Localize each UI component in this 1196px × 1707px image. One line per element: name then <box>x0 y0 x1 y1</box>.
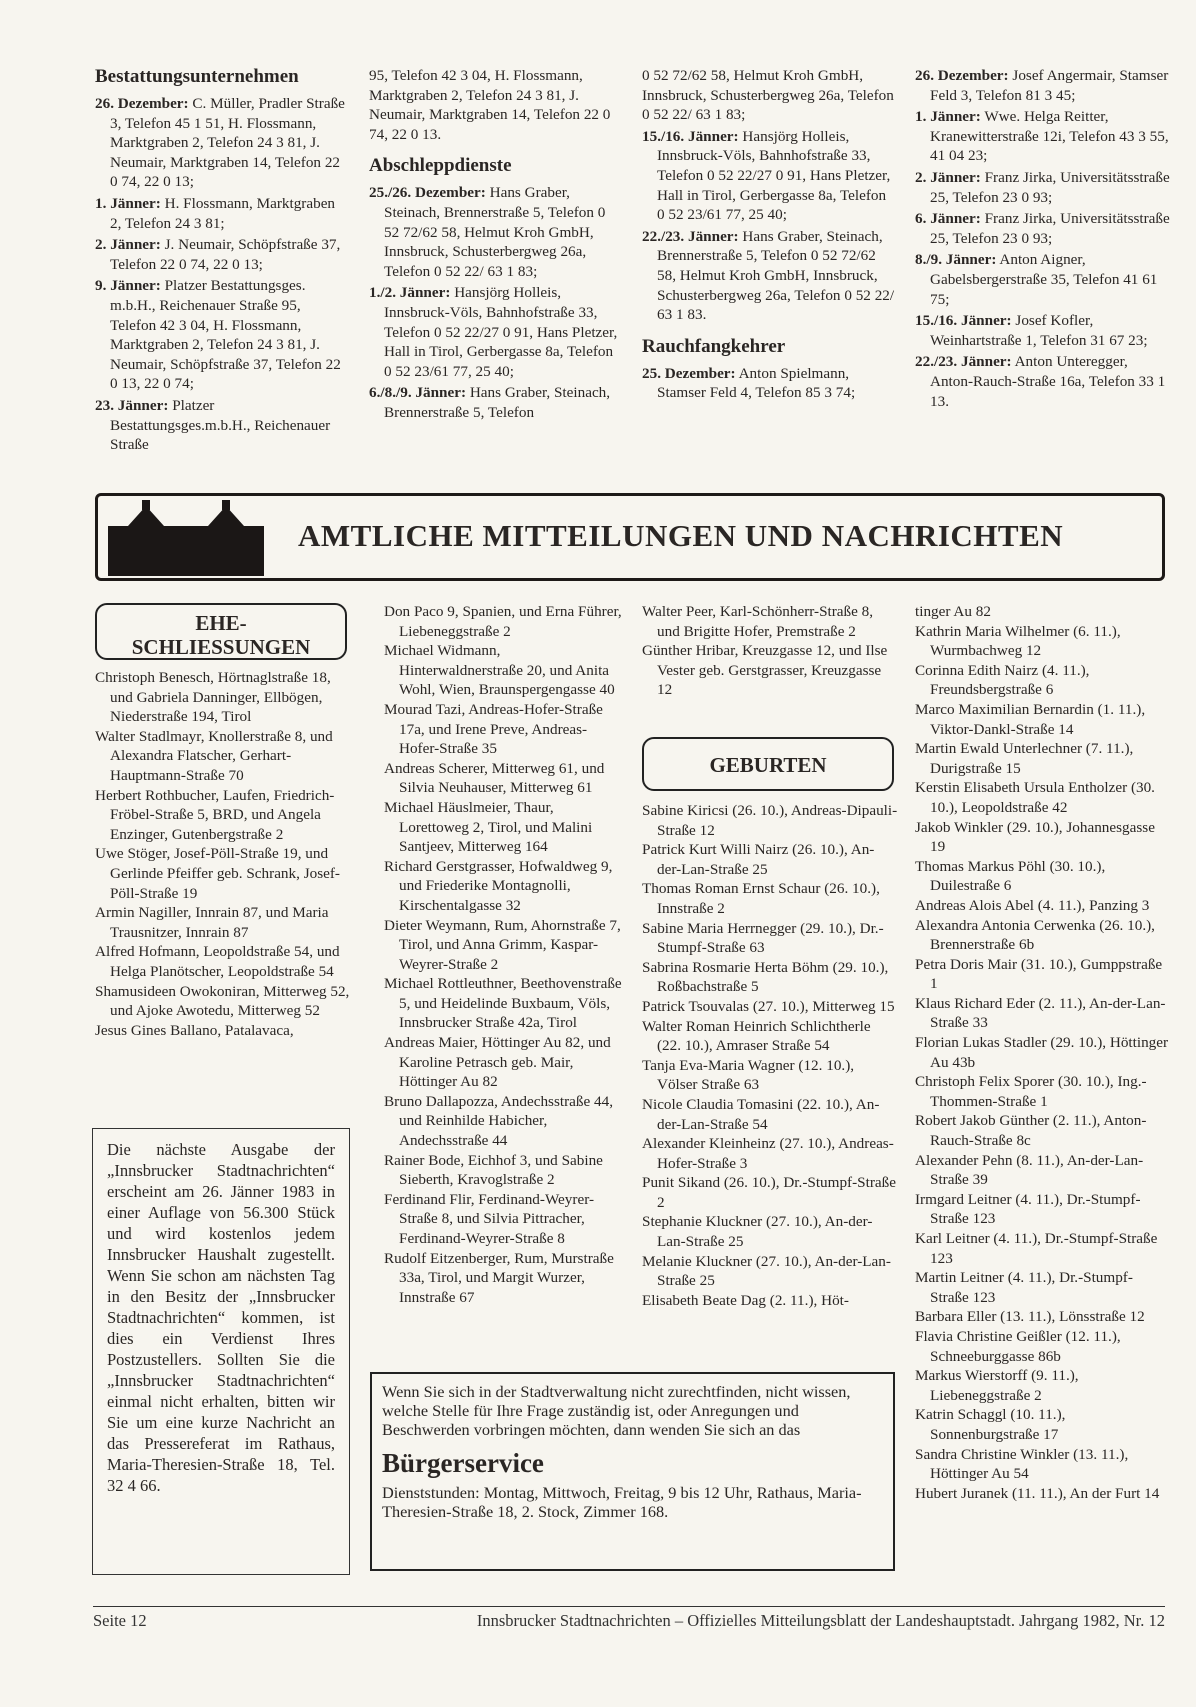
listing-entry <box>95 235 350 274</box>
listing-entry <box>95 194 350 233</box>
list-item: Thomas Markus Pöhl (30. 10.), Duilestraße 6 <box>915 857 1106 895</box>
list-item: Melanie Kluckner (27. 10.), An-der-Lan-Straße 25 <box>642 1252 891 1290</box>
list-item: Markus Wierstorff (9. 11.), Liebeneggstraße 2 <box>915 1367 1079 1404</box>
entry-date: 25. Dezember: <box>642 364 736 382</box>
section-heading: Bestattungsunternehmen <box>95 66 299 87</box>
listing-entry <box>915 107 1170 166</box>
list-item: Florian Lukas Stadler (29. 10.), Höttinger Au 43b <box>915 1034 1169 1071</box>
listing-entry <box>642 364 897 403</box>
buergerservice-intro: Wenn Sie sich in der Stadtverwaltung nicht zurechtfinden, nicht wissen, welche Stelle für Ihre Frage zuständig ist, oder Anregungen und Beschwerden vorbringen möchten, dann wenden Sie sich an das <box>382 1382 851 1439</box>
list-item: Patrick Tsouvalas (27. 10.), Mitterweg 15 <box>642 997 895 1015</box>
list-item: Patrick Kurt Willi Nairz (26. 10.), An-der-Lan-Straße 25 <box>642 841 875 878</box>
entry-text: Hans Graber, Steinach, Brennerstraße 5, Telefon 0 52 72/62 58, Helmut Kroh GmbH, Innsbruck, Schusterbergweg 26a, Telefon 0 52 22/ 63 1 83. <box>657 227 895 324</box>
listing-entry <box>642 227 897 325</box>
list-item: Mourad Tazi, Andreas-Hofer-Straße 17a, und Irene Preve, Andreas-Hofer-Straße 35 <box>384 700 603 758</box>
top-column-3 <box>642 66 897 405</box>
list-item: Christoph Felix Sporer (30. 10.), Ing.-Thommen-Straße 1 <box>915 1073 1147 1110</box>
listing-entry <box>642 127 897 225</box>
list-item: Richard Gerstgrasser, Hofwaldweg 9, und Friederike Montagnolli, Kirschentalgasse 32 <box>384 857 613 914</box>
banner-title: AMTLICHE MITTEILUNGEN UND NACHRICHTEN <box>298 518 1064 553</box>
list-item: Marco Maximilian Bernardin (1. 11.), Viktor-Dankl-Straße 14 <box>915 700 1146 738</box>
list-item: Barbara Eller (13. 11.), Lönsstraße 12 <box>915 1308 1145 1326</box>
listing-entry <box>915 352 1170 411</box>
entry-text: Platzer Bestattungsges. m.b.H., Reichenauer Straße 95, Telefon 42 3 04, H. Flossmann, Marktgraben 2, Telefon 24 3 81, J. Neumair, Schöpfstraße 37, Telefon 22 0 13, 22 0 74; <box>110 277 341 393</box>
marriages-column-1 <box>95 668 351 1040</box>
official-notices-banner <box>95 493 1165 581</box>
list-item: Martin Ewald Unterlechner (7. 11.), Durigstraße 15 <box>915 740 1134 777</box>
list-item: Ferdinand Flir, Ferdinand-Weyrer-Straße 8, und Silvia Pittracher, Ferdinand-Weyrer-Straße 8 <box>384 1190 595 1247</box>
listing-entry <box>915 66 1170 105</box>
births-column-4 <box>915 602 1171 1503</box>
list-item: Dieter Weymann, Rum, Ahornstraße 7, Tirol, und Anna Grimm, Kaspar-Weyrer-Straße 2 <box>384 916 621 973</box>
entry-text: Platzer Bestattungsges.m.b.H., Reichenauer Straße <box>110 396 331 454</box>
list-item: Sabine Maria Herrnegger (29. 10.), Dr.-Stumpf-Straße 63 <box>642 919 884 957</box>
list-item: Christoph Benesch, Hörtnaglstraße 18, und Gabriela Danninger, Ellbögen, Niederstraße 194, Tirol <box>95 669 331 726</box>
list-item: Alexander Pehn (8. 11.), An-der-Lan-Straße 39 <box>915 1151 1144 1189</box>
list-item: Walter Stadlmayr, Knollerstraße 8, und Alexandra Flatscher, Gerhart-Hauptmann-Straße 70 <box>95 727 333 784</box>
list-item: Jesus Gines Ballano, Patalavaca, <box>95 1021 294 1039</box>
list-item: Uwe Stöger, Josef-Pöll-Straße 19, und Gerlinde Pfeiffer geb. Schrank, Josef-Pöll-Straße 19 <box>95 845 340 902</box>
marriages-heading-line1: EHE- <box>195 611 247 635</box>
list-item: Kathrin Maria Wilhelmer (6. 11.), Wurmbachweg 12 <box>915 622 1121 660</box>
entry-date: 22./23. Jänner: <box>915 353 1012 371</box>
section-heading: Rauchfangkehrer <box>642 335 786 357</box>
entry-date: 1./2. Jänner: <box>369 284 451 302</box>
page-footer <box>93 1606 1165 1631</box>
entry-date: 25./26. Dezember: <box>369 184 486 202</box>
entry-text: 95, Telefon 42 3 04, H. Flossmann, Marktgraben 2, Telefon 24 3 81, J. Neumair, Marktgraben 14, Telefon 22 0 74, 22 0 13. <box>369 67 611 143</box>
marriages-heading-line2: SCHLIESSUNGEN <box>131 635 311 659</box>
buergerservice-box <box>370 1372 895 1571</box>
entry-date: 9. Jänner: <box>95 277 161 295</box>
listing-entry <box>915 168 1170 207</box>
entry-text: Anton Unteregger, Anton-Rauch-Straße 16a, Telefon 33 1 13. <box>930 353 1166 410</box>
list-item: Herbert Rothbucher, Laufen, Friedrich-Fröbel-Straße 5, BRD, und Angela Enzinger, Gutenbergstraße 2 <box>95 786 335 843</box>
list-item: Shamusideen Owokoniran, Mitterweg 52, und Ajoke Awotedu, Mitterweg 52 <box>95 982 350 1020</box>
list-item: Alexandra Antonia Cerwenka (26. 10.), Brennerstraße 6b <box>915 916 1155 954</box>
listing-entry <box>915 250 1170 309</box>
entry-date: 15./16. Jänner: <box>642 127 739 145</box>
list-item: Sabine Kiricsi (26. 10.), Andreas-Dipauli-Straße 12 <box>642 802 898 839</box>
city-emblem-icon <box>106 498 266 576</box>
list-item: Klaus Richard Eder (2. 11.), An-der-Lan-Straße 33 <box>915 994 1166 1032</box>
entry-text: Hansjörg Holleis, Innsbruck-Völs, Bahnhofstraße 33, Telefon 0 52 22/27 0 91, Hans Pletzer, Hall in Tirol, Gerbergasse 8a, Telefon 0 52 23/61 77, 25 40; <box>384 284 618 380</box>
list-item: Karl Leitner (4. 11.), Dr.-Stumpf-Straße 123 <box>915 1230 1158 1267</box>
list-item: Thomas Roman Ernst Schaur (26. 10.), Innstraße 2 <box>642 880 880 917</box>
list-item: Sabrina Rosmarie Herta Böhm (29. 10.), Roßbachstraße 5 <box>642 958 889 996</box>
listing-entry <box>95 94 350 192</box>
list-item: Nicole Claudia Tomasini (22. 10.), An-der-Lan-Straße 54 <box>642 1095 880 1133</box>
entry-date: 2. Jänner: <box>95 236 161 254</box>
list-item: Robert Jakob Günther (2. 11.), Anton-Rauch-Straße 8c <box>915 1112 1147 1150</box>
list-item: Walter Peer, Karl-Schönherr-Straße 8, und Brigitte Hofer, Premstraße 2 <box>642 603 874 640</box>
entry-date: 23. Jänner: <box>95 396 169 414</box>
list-item: Rainer Bode, Eichhof 3, und Sabine Sieberth, Kravoglstraße 2 <box>384 1151 603 1189</box>
entry-text: Wwe. Helga Reitter, Kranewitterstraße 12i, Telefon 43 3 55, 41 04 23; <box>930 108 1169 165</box>
list-item: Bruno Dallapozza, Andechsstraße 44, und Reinhilde Habicher, Andechsstraße 44 <box>384 1092 614 1150</box>
top-column-4 <box>915 66 1170 413</box>
births-column-3 <box>642 801 898 1310</box>
publication-line: Innsbrucker Stadtnachrichten – Offizielles Mitteilungsblatt der Landeshauptstadt. Jahrgang 1982, Nr. 12 <box>476 1611 1165 1630</box>
marriages-column-3 <box>642 602 898 700</box>
births-heading: GEBURTEN <box>709 753 827 777</box>
list-item: Hubert Juranek (11. 11.), An der Furt 14 <box>915 1484 1160 1502</box>
top-column-1 <box>95 66 350 457</box>
list-item: Michael Rottleuthner, Beethovenstraße 5, und Heidelinde Buxbaum, Völs, Innsbrucker Straße 42a, Tirol <box>384 975 622 1032</box>
marriages-column-2 <box>384 602 624 1307</box>
list-item: Corinna Edith Nairz (4. 11.), Freundsbergstraße 6 <box>915 661 1090 699</box>
list-item: Elisabeth Beate Dag (2. 11.), Höt- <box>642 1291 849 1309</box>
page-number: Seite 12 <box>93 1611 147 1630</box>
entry-text: Franz Jirka, Universitätsstraße 25, Telefon 23 0 93; <box>930 210 1170 247</box>
list-item: tinger Au 82 <box>915 603 991 620</box>
list-item: Rudolf Eitzenberger, Rum, Murstraße 33a, Tirol, und Margit Wurzer, Innstraße 67 <box>384 1249 614 1306</box>
entry-date: 2. Jänner: <box>915 168 981 186</box>
next-issue-notice-text: Die nächste Ausgabe der „Innsbrucker Stadtnachrichten“ erscheint am 26. Jänner 1983 in einer Auflage von 56.300 Stück und wird kostenlos jedem Innsbrucker Haushalt zugestellt. Wenn Sie schon am nächsten Tag in den Besitz der „Innsbrucker Stadtnachrichten“ kommen, ist dies ein Verdienst Ihres Postzustellers. Sollten Sie die „Innsbrucker Stadtnachrichten“ einmal nicht erhalten, bitten wir Sie um eine kurze Nachricht an das Pressereferat im Rathaus, Maria-Theresien-Straße 18, Tel. 32 4 66. <box>107 1140 335 1495</box>
list-item: Stephanie Kluckner (27. 10.), An-der-Lan-Straße 25 <box>642 1213 873 1251</box>
list-item: Punit Sikand (26. 10.), Dr.-Stumpf-Straße 2 <box>642 1174 896 1211</box>
entry-date: 15./16. Jänner: <box>915 312 1012 330</box>
list-item: Irmgard Leitner (4. 11.), Dr.-Stumpf-Straße 123 <box>915 1190 1141 1228</box>
list-item: Kerstin Elisabeth Ursula Entholzer (30. 10.), Leopoldstraße 42 <box>915 779 1155 816</box>
entry-date: 6. Jänner: <box>915 210 981 228</box>
entry-date: 22./23. Jänner: <box>642 227 739 245</box>
births-heading-box <box>642 737 894 791</box>
list-item: Alfred Hofmann, Leopoldstraße 54, und Helga Planötscher, Leopoldstraße 54 <box>95 943 340 980</box>
entry-text: Josef Angermair, Stamser Feld 3, Telefon 81 3 45; <box>930 67 1169 104</box>
list-item: Andreas Alois Abel (4. 11.), Panzing 3 <box>915 896 1150 914</box>
listing-entry <box>95 396 350 455</box>
list-item: Flavia Christine Geißler (12. 11.), Schneeburggasse 86b <box>915 1327 1121 1365</box>
buergerservice-title: Bürgerservice <box>382 1448 544 1478</box>
listing-entry <box>369 183 624 281</box>
entry-text: Anton Spielmann, Stamser Feld 4, Telefon 85 3 74; <box>657 364 856 402</box>
list-item: Alexander Kleinheinz (27. 10.), Andreas-Hofer-Straße 3 <box>642 1135 894 1172</box>
entry-text: Hans Graber, Steinach, Brennerstraße 5, Telefon 0 52 72/62 58, Helmut Kroh GmbH, Innsbruck, Schusterbergweg 26a, Telefon 0 52 22/ 63 1 83; <box>384 184 606 280</box>
entry-text: J. Neumair, Schöpfstraße 37, Telefon 22 0 74, 22 0 13; <box>110 236 341 273</box>
list-item: Walter Roman Heinrich Schlichtherle (22. 10.), Amraser Straße 54 <box>642 1017 871 1055</box>
listing-entry <box>915 209 1170 248</box>
entry-text: Hansjörg Holleis, Innsbruck-Völs, Bahnhofstraße 33, Telefon 0 52 22/27 0 91, Hans Pletzer, Hall in Tirol, Gerbergasse 8a, Telefon 0 52 23/61 77, 25 40; <box>657 127 891 224</box>
list-item: Jakob Winkler (29. 10.), Johannesgasse 19 <box>915 818 1155 856</box>
entry-text: C. Müller, Pradler Straße 3, Telefon 45 1 51, H. Flossmann, Marktgraben 2, Telefon 24 3 81, J. Neumair, Marktgraben 14, Telefon 22 0 74, 22 0 13; <box>110 95 345 191</box>
list-item: Andreas Maier, Höttinger Au 82, und Karoline Petrasch geb. Mair, Höttinger Au 82 <box>384 1034 611 1091</box>
list-item: Michael Widmann, Hinterwaldnerstraße 20, und Anita Wohl, Wien, Braunspergengasse 40 <box>384 642 615 699</box>
entry-date: 1. Jänner: <box>95 194 161 212</box>
entry-text: Hans Graber, Steinach, Brennerstraße 5, Telefon <box>384 384 611 421</box>
list-item: Günther Hribar, Kreuzgasse 12, und Ilse Vester geb. Gerstgrasser, Kreuzgasse 12 <box>642 642 888 699</box>
listing-entry <box>95 276 350 394</box>
marriages-heading-box <box>95 603 347 660</box>
entry-date: 26. Dezember: <box>95 95 189 112</box>
listing-entry <box>369 283 624 381</box>
section-heading: Abschleppdienste <box>369 155 512 177</box>
list-item: Armin Nagiller, Innrain 87, und Maria Trausnitzer, Innrain 87 <box>95 904 329 941</box>
list-item: Martin Leitner (4. 11.), Dr.-Stumpf-Straße 123 <box>915 1269 1133 1306</box>
entry-date: 1. Jänner: <box>915 108 981 126</box>
listing-entry <box>369 383 624 422</box>
entry-date: 6./8./9. Jänner: <box>369 384 467 402</box>
entry-date: 8./9. Jänner: <box>915 251 997 269</box>
listing-entry <box>915 311 1170 350</box>
entry-text: H. Flossmann, Marktgraben 2, Telefon 24 3 81; <box>110 194 336 232</box>
list-item: Sandra Christine Winkler (13. 11.), Höttinger Au 54 <box>915 1445 1129 1483</box>
next-issue-notice-box <box>92 1128 350 1575</box>
buergerservice-hours: Dienststunden: Montag, Mittwoch, Freitag, 9 bis 12 Uhr, Rathaus, Maria-Theresien-Straße 18, 2. Stock, Zimmer 168. <box>382 1483 862 1521</box>
list-item: Tanja Eva-Maria Wagner (12. 10.), Völser Straße 63 <box>642 1056 855 1094</box>
entry-text: 0 52 72/62 58, Helmut Kroh GmbH, Innsbruck, Schusterbergweg 26a, Telefon 0 52 22/ 63 1 83; <box>642 67 894 124</box>
list-item: Katrin Schaggl (10. 11.), Sonnenburgstraße 17 <box>915 1406 1066 1443</box>
list-item: Petra Doris Mair (31. 10.), Gumppstraße 1 <box>915 955 1163 993</box>
listing-entry <box>642 66 897 125</box>
entry-date: 26. Dezember: <box>915 67 1009 84</box>
list-item: Andreas Scherer, Mitterweg 61, und Silvia Neuhauser, Mitterweg 61 <box>384 759 605 797</box>
list-item: Don Paco 9, Spanien, und Erna Führer, Liebeneggstraße 2 <box>384 603 622 640</box>
entry-text: Franz Jirka, Universitätsstraße 25, Telefon 23 0 93; <box>930 168 1170 206</box>
entry-text: Josef Kofler, Weinhartstraße 1, Telefon 31 67 23; <box>930 312 1148 349</box>
entry-text: Anton Aigner, Gabelsbergerstraße 35, Telefon 41 61 75; <box>930 251 1158 308</box>
listing-entry <box>369 66 624 144</box>
top-column-2 <box>369 66 624 425</box>
list-item: Michael Häuslmeier, Thaur, Lorettoweg 2, Tirol, und Malini Santjeev, Mitterweg 164 <box>384 798 593 856</box>
